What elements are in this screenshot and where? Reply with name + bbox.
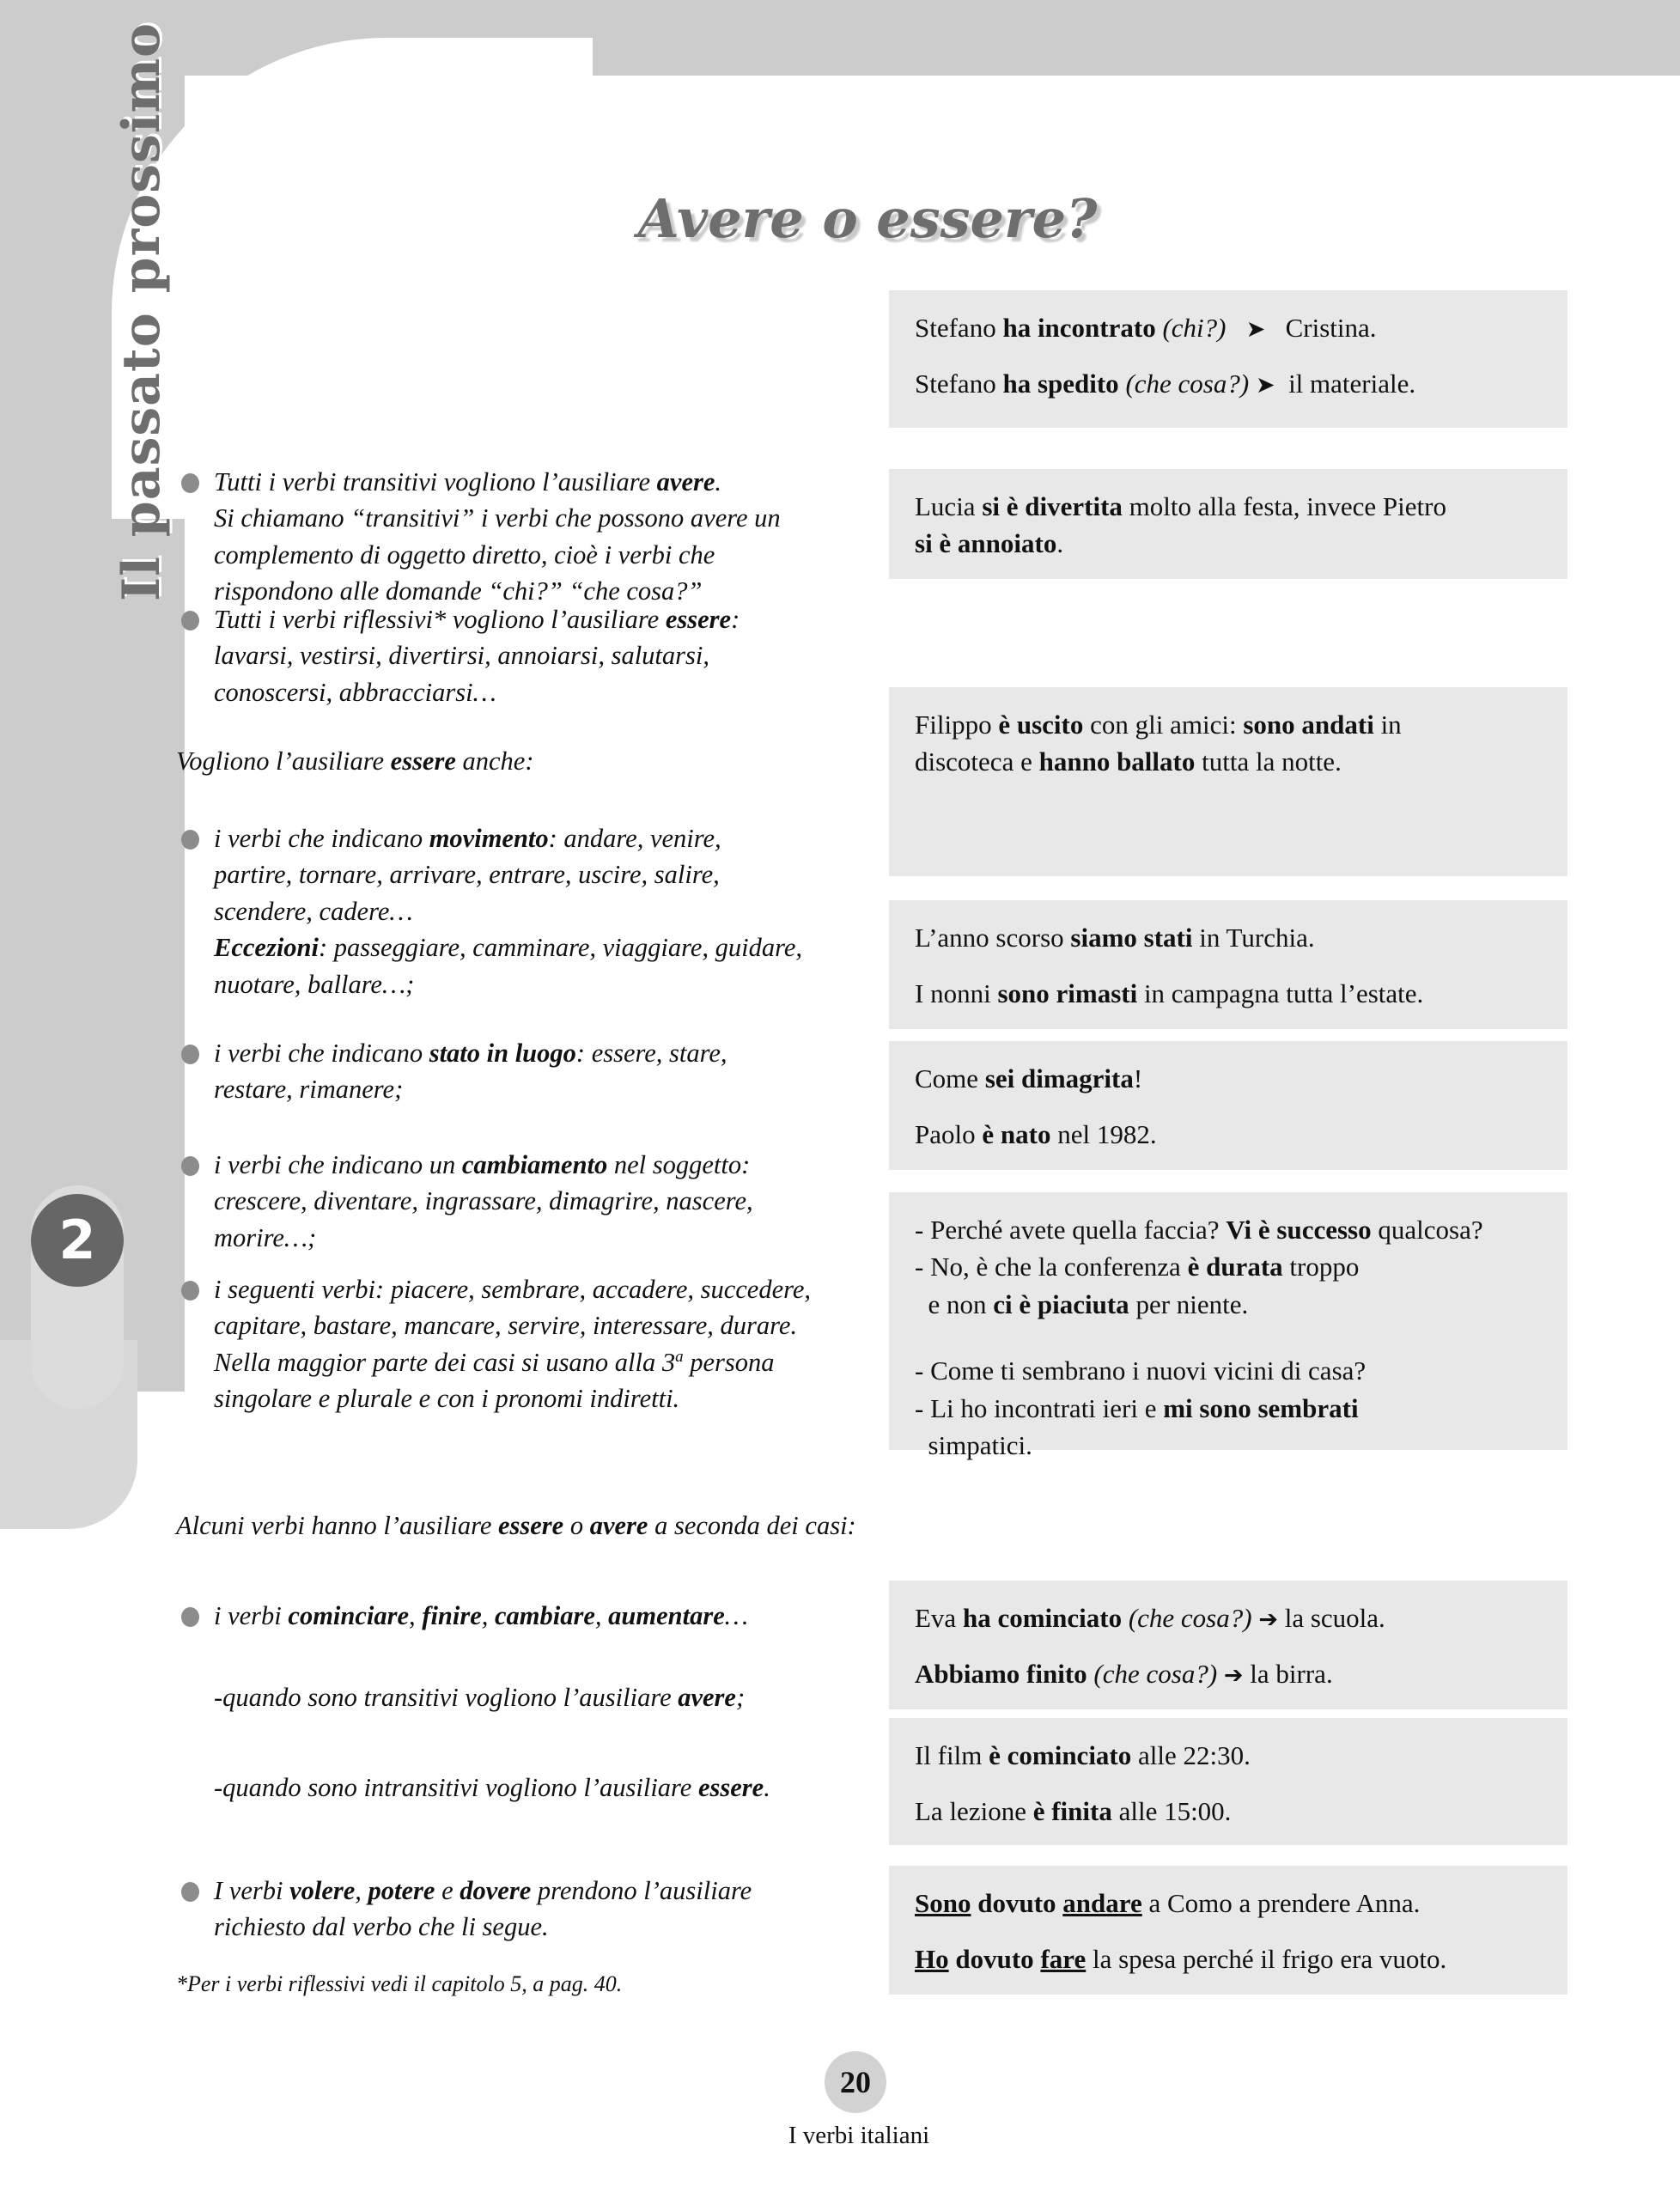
bullet-dot-icon	[181, 473, 199, 493]
footnote: *Per i verbi riflessivi vedi il capitolo 5, a pag. 40.	[176, 1971, 623, 1996]
rule-text: -quando sono transitivi vogliono l’ausiliare avere;	[214, 1683, 746, 1712]
rule-text: i verbi cominciare, finire, cambiare, aumentare…	[214, 1601, 748, 1630]
rule-seguenti-verbi	[176, 1271, 889, 1417]
rule-movimento	[176, 820, 889, 1002]
page-number-badge: 20	[825, 2051, 886, 2113]
example-box-volere-potere-dovere	[889, 1866, 1567, 1995]
bullet-item	[176, 464, 889, 610]
example-sentence: Il film è cominciato alle 22:30.	[915, 1740, 1251, 1770]
example-sentence: Stefano ha spedito (che cosa?) ➤ il materiale.	[915, 369, 1416, 399]
rule-text: i verbi che indicano stato in luogo: essere, stare, restare, rimanere;	[214, 1039, 727, 1105]
example-box-stato-in-luogo	[889, 900, 1567, 1029]
bullet-dot-icon	[181, 1281, 199, 1301]
example-box-transitivi-avere	[889, 1581, 1567, 1709]
rule-text: i verbi che indicano un cambiamento nel soggetto: crescere, diventare, ingrassare, dimagrire, nascere, morire…;	[214, 1150, 753, 1252]
bullet-dot-icon	[181, 1882, 199, 1902]
paragraph-item	[176, 1679, 889, 1715]
example-box-riflessivi	[889, 469, 1567, 579]
dialogue-block	[915, 1211, 1542, 1323]
rule-transitivi	[176, 464, 889, 610]
bullet-item	[176, 601, 889, 710]
bullet-item	[176, 1271, 889, 1417]
example-sentence: Sono dovuto andare a Como a prendere Anna.	[915, 1888, 1421, 1918]
bullet-item	[176, 820, 889, 1002]
dialogue-line: e non ci è piaciuta per niente.	[915, 1288, 1249, 1319]
bullet-dot-icon	[181, 1607, 199, 1627]
rule-cambiamento	[176, 1147, 889, 1256]
dialogue-line: - Li ho incontrati ieri e mi sono sembrati	[915, 1392, 1359, 1423]
bullet-item	[176, 1035, 889, 1108]
example-sentence: Filippo è uscito con gli amici: sono andati in discoteca e hanno ballato tutta la notte.	[915, 710, 1402, 777]
rule-stato-in-luogo	[176, 1035, 889, 1108]
rule-text: Alcuni verbi hanno l’ausiliare essere o avere a seconda dei casi:	[176, 1511, 856, 1540]
example-sentence: Ho dovuto fare la spesa perché il frigo era vuoto.	[915, 1944, 1447, 1975]
bullet-dot-icon	[181, 830, 199, 850]
rule-volere-potere-dovere	[176, 1873, 889, 1946]
example-sentence: Abbiamo finito (che cosa?) ➔ la birra.	[915, 1659, 1333, 1690]
paragraph-item	[176, 1508, 889, 1544]
bullet-dot-icon	[181, 611, 199, 630]
example-box-movimento	[889, 687, 1567, 876]
chapter-number-badge: 2	[31, 1194, 124, 1287]
example-box-transitivi	[889, 290, 1567, 428]
dialogue-line: - Perché avete quella faccia? Vi è successo qualcosa?	[915, 1215, 1483, 1245]
dialogue-spacer	[915, 1323, 1542, 1352]
example-sentence: Come sei dimagrita!	[915, 1063, 1143, 1093]
rule-text: I verbi volere, potere e dovere prendono l’ausiliare richiesto dal verbo che li segue.	[214, 1876, 752, 1942]
example-sentence: L’anno scorso siamo stati in Turchia.	[915, 923, 1315, 953]
example-box-dialoghi	[889, 1192, 1567, 1460]
dialogue-line: simpatici.	[915, 1429, 1032, 1460]
rule-alcuni-verbi	[176, 1508, 889, 1544]
example-sentence: Stefano ha incontrato (chi?) ➤ Cristina.	[915, 313, 1377, 343]
rule-text: i verbi che indicano movimento: andare, venire, partire, tornare, arrivare, entrare, uscire, salire, scendere, cadere… Eccezioni: passeggiare, camminare, viaggiare, guidare, nuotare, ballare…;	[214, 824, 803, 999]
example-sentence: Lucia si è divertita molto alla festa, invece Pietro si è annoiato.	[915, 491, 1446, 559]
dialogue-block	[915, 1352, 1542, 1464]
dialogue-line: - No, è che la conferenza è durata troppo	[915, 1252, 1360, 1282]
bullet-item	[176, 1598, 889, 1634]
example-sentence: I nonni sono rimasti in campagna tutta l’estate.	[915, 978, 1424, 1009]
page-title: Avere o essere?	[637, 187, 1098, 250]
paragraph-item	[176, 1770, 889, 1806]
rule-intransitivi-essere	[176, 1770, 889, 1806]
rule-text: -quando sono intransitivi vogliono l’ausiliare essere.	[214, 1773, 770, 1802]
bullet-item	[176, 1147, 889, 1256]
rule-text: Tutti i verbi riflessivi* vogliono l’ausiliare essere: lavarsi, vestirsi, divertirsi, annoiarsi, salutarsi, conoscersi, abbracciarsi…	[214, 605, 740, 707]
example-sentence: Eva ha cominciato (che cosa?) ➔ la scuola.	[915, 1603, 1385, 1633]
paragraph-item	[176, 743, 889, 779]
top-decorative-band	[0, 0, 1680, 76]
example-sentence: La lezione è finita alle 15:00.	[915, 1796, 1232, 1827]
bullet-item	[176, 1873, 889, 1946]
rule-intro-essere	[176, 743, 889, 779]
rule-transitivi-avere	[176, 1679, 889, 1715]
example-box-cambiamento	[889, 1041, 1567, 1170]
bullet-dot-icon	[181, 1045, 199, 1064]
example-box-intransitivi-essere	[889, 1718, 1567, 1845]
sidebar-chapter-title: Il passato prossimo	[112, 21, 172, 601]
dialogue-line: - Come ti sembrano i nuovi vicini di casa?	[915, 1355, 1367, 1386]
rule-text: Tutti i verbi transitivi vogliono l’ausiliare avere. Si chiamano “transitivi” i verbi che possono avere un complemento di oggetto diretto, cioè i verbi che rispondono alle domande “chi?” “che cosa?”	[214, 467, 781, 606]
rule-text: Vogliono l’ausiliare essere anche:	[176, 746, 534, 776]
bullet-dot-icon	[181, 1156, 199, 1176]
rule-text: i seguenti verbi: piacere, sembrare, accadere, succedere, capitare, bastare, mancare, servire, interessare, durare. Nella maggior parte dei casi si usano alla 3$^a$ persona singolare e plurale e con i pronomi indiretti.	[214, 1275, 812, 1414]
rule-cominciare-finire	[176, 1598, 889, 1634]
rule-riflessivi	[176, 601, 889, 710]
footer-book-title: I verbi italiani	[788, 2122, 930, 2149]
example-sentence: Paolo è nato nel 1982.	[915, 1119, 1157, 1150]
